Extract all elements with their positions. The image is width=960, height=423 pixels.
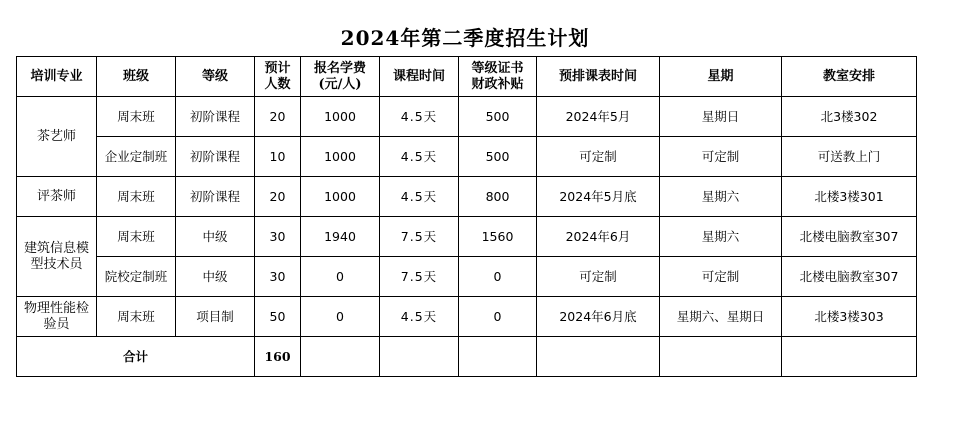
cell-class: 周末班 <box>97 97 176 137</box>
cell-level: 中级 <box>176 257 255 297</box>
cell-planned: 30 <box>255 257 301 297</box>
table-row <box>17 97 917 137</box>
total-value: 160 <box>255 337 301 377</box>
header-planned-line2: 人数 <box>264 76 291 92</box>
total-row <box>17 337 917 377</box>
cell-major: 茶艺师 <box>17 97 97 177</box>
cell-duration: 4.5天 <box>380 137 459 177</box>
cell-duration: 4.5天 <box>380 297 459 337</box>
header-fee-line2: (元/人) <box>318 76 362 92</box>
cell-fee: 1000 <box>301 177 380 217</box>
empty-cell <box>660 337 782 377</box>
cell-fee: 0 <box>301 257 380 297</box>
total-label: 合计 <box>17 337 255 377</box>
empty-cell <box>459 337 537 377</box>
cell-classroom: 北3楼302 <box>782 97 917 137</box>
table-row <box>17 297 917 337</box>
header-planned-line1: 预计 <box>264 60 291 76</box>
cell-schedule: 2024年6月底 <box>537 297 660 337</box>
header-fee-line1: 报名学费 <box>313 60 366 76</box>
header-duration: 课程时间 <box>380 57 459 97</box>
cell-classroom: 北楼电脑教室307 <box>782 257 917 297</box>
cell-weekday: 可定制 <box>660 137 782 177</box>
cell-class: 院校定制班 <box>97 257 176 297</box>
cell-classroom: 北楼3楼301 <box>782 177 917 217</box>
cell-weekday: 星期日 <box>660 97 782 137</box>
enrollment-plan-table <box>16 56 917 377</box>
header-classroom: 教室安排 <box>782 57 917 97</box>
cell-subsidy: 0 <box>459 257 537 297</box>
empty-cell <box>537 337 660 377</box>
cell-classroom: 北楼3楼303 <box>782 297 917 337</box>
cell-duration: 7.5天 <box>380 217 459 257</box>
cell-level: 中级 <box>176 217 255 257</box>
cell-duration: 7.5天 <box>380 257 459 297</box>
cell-planned: 50 <box>255 297 301 337</box>
header-subsidy <box>459 57 537 97</box>
table-row <box>17 217 917 257</box>
cell-weekday: 可定制 <box>660 257 782 297</box>
cell-subsidy: 1560 <box>459 217 537 257</box>
table-row <box>17 137 917 177</box>
header-weekday: 星期 <box>660 57 782 97</box>
cell-schedule: 2024年5月底 <box>537 177 660 217</box>
cell-weekday: 星期六 <box>660 217 782 257</box>
header-class: 班级 <box>97 57 176 97</box>
cell-class: 企业定制班 <box>97 137 176 177</box>
cell-level: 初阶课程 <box>176 97 255 137</box>
cell-major: 建筑信息模型技术员 <box>17 217 97 297</box>
cell-fee: 1000 <box>301 97 380 137</box>
cell-class: 周末班 <box>97 177 176 217</box>
page-title: 2024年第二季度招生计划 <box>340 26 590 50</box>
cell-schedule: 2024年6月 <box>537 217 660 257</box>
cell-duration: 4.5天 <box>380 177 459 217</box>
cell-class: 周末班 <box>97 217 176 257</box>
cell-schedule: 可定制 <box>537 137 660 177</box>
cell-subsidy: 0 <box>459 297 537 337</box>
cell-weekday: 星期六 <box>660 177 782 217</box>
cell-weekday: 星期六、星期日 <box>660 297 782 337</box>
cell-subsidy: 800 <box>459 177 537 217</box>
empty-cell <box>782 337 917 377</box>
cell-planned: 20 <box>255 97 301 137</box>
cell-level: 项目制 <box>176 297 255 337</box>
cell-fee: 0 <box>301 297 380 337</box>
cell-level: 初阶课程 <box>176 137 255 177</box>
cell-level: 初阶课程 <box>176 177 255 217</box>
header-subsidy-line2: 财政补贴 <box>471 76 524 92</box>
header-planned <box>255 57 301 97</box>
cell-duration: 4.5天 <box>380 97 459 137</box>
table-row <box>17 257 917 297</box>
cell-planned: 20 <box>255 177 301 217</box>
table-header-row <box>17 57 917 97</box>
cell-subsidy: 500 <box>459 97 537 137</box>
header-fee <box>301 57 380 97</box>
cell-classroom: 可送教上门 <box>782 137 917 177</box>
cell-schedule: 2024年5月 <box>537 97 660 137</box>
header-subsidy-line1: 等级证书 <box>471 60 524 76</box>
header-level: 等级 <box>176 57 255 97</box>
cell-schedule: 可定制 <box>537 257 660 297</box>
cell-subsidy: 500 <box>459 137 537 177</box>
header-major: 培训专业 <box>17 57 97 97</box>
empty-cell <box>380 337 459 377</box>
cell-class: 周末班 <box>97 297 176 337</box>
header-schedule: 预排课表时间 <box>537 57 660 97</box>
table-row <box>17 177 917 217</box>
cell-classroom: 北楼电脑教室307 <box>782 217 917 257</box>
cell-major: 评茶师 <box>17 177 97 217</box>
cell-planned: 10 <box>255 137 301 177</box>
cell-fee: 1940 <box>301 217 380 257</box>
cell-major: 物理性能检验员 <box>17 297 97 337</box>
cell-fee: 1000 <box>301 137 380 177</box>
empty-cell <box>301 337 380 377</box>
cell-planned: 30 <box>255 217 301 257</box>
